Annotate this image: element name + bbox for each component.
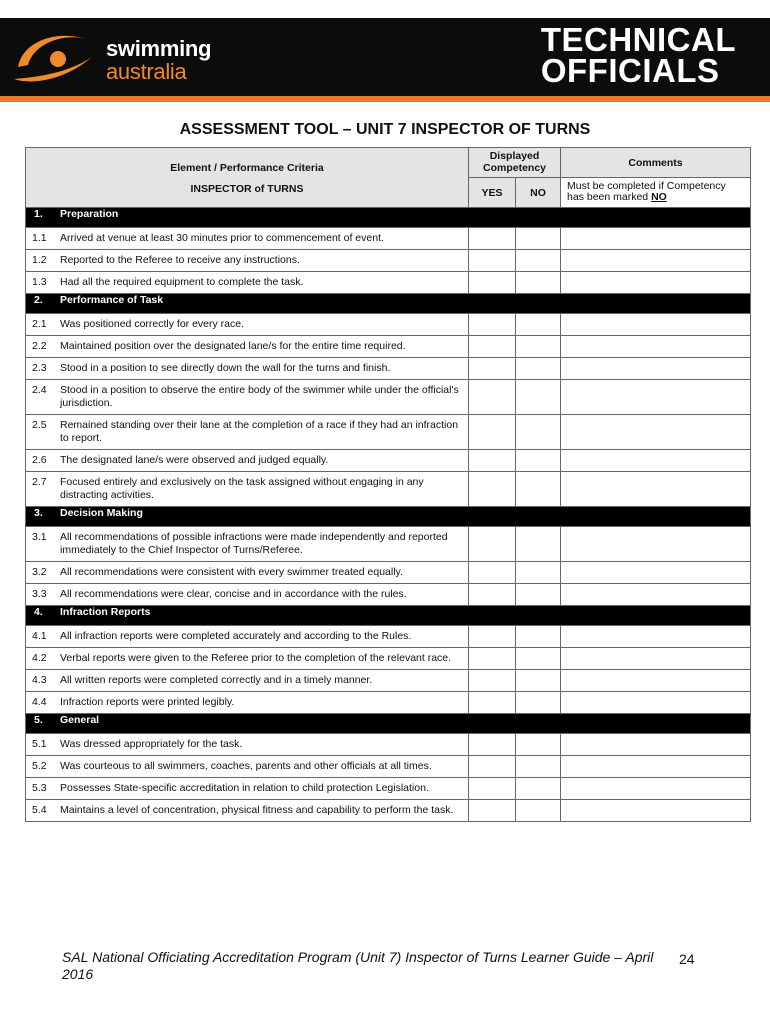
yes-checkbox-cell[interactable] xyxy=(469,415,516,450)
criteria-number: 3.1 xyxy=(32,531,47,543)
criteria-text: Focused entirely and exclusively on the task assigned without engaging in any distracting activities. xyxy=(60,476,424,501)
criteria-number: 1.3 xyxy=(32,276,47,288)
swimming-australia-logo xyxy=(8,23,248,91)
yes-checkbox-cell[interactable] xyxy=(469,670,516,692)
page-number: 24 xyxy=(679,951,695,967)
comments-note xyxy=(561,178,751,208)
criteria-cell xyxy=(26,670,469,692)
yes-checkbox-cell[interactable] xyxy=(469,756,516,778)
criteria-cell xyxy=(26,472,469,507)
comments-cell[interactable] xyxy=(561,380,751,415)
criteria-cell xyxy=(26,250,469,272)
comments-note-no: NO xyxy=(651,191,667,203)
criteria-number: 4.2 xyxy=(32,652,47,664)
yes-checkbox-cell[interactable] xyxy=(469,778,516,800)
criteria-text: Remained standing over their lane at the completion of a race if they had an infraction to report. xyxy=(60,419,459,444)
comments-cell[interactable] xyxy=(561,527,751,562)
criteria-text: Possesses State-specific accreditation in relation to child protection Legislation. xyxy=(60,782,429,794)
yes-checkbox-cell[interactable] xyxy=(469,734,516,756)
section-header-row xyxy=(26,208,751,228)
criteria-row xyxy=(26,778,751,800)
no-checkbox-cell[interactable] xyxy=(516,380,561,415)
yes-checkbox-cell[interactable] xyxy=(469,562,516,584)
no-checkbox-cell[interactable] xyxy=(516,228,561,250)
comments-cell[interactable] xyxy=(561,336,751,358)
criteria-row xyxy=(26,415,751,450)
section-title: General xyxy=(60,714,100,726)
comments-cell[interactable] xyxy=(561,228,751,250)
no-checkbox-cell[interactable] xyxy=(516,756,561,778)
no-checkbox-cell[interactable] xyxy=(516,527,561,562)
yes-checkbox-cell[interactable] xyxy=(469,648,516,670)
comments-cell[interactable] xyxy=(561,584,751,606)
section-number: 4. xyxy=(34,606,43,618)
section-number: 5. xyxy=(34,714,43,726)
no-checkbox-cell[interactable] xyxy=(516,584,561,606)
criteria-cell xyxy=(26,358,469,380)
no-checkbox-cell[interactable] xyxy=(516,734,561,756)
brand-line-1: TECHNICAL xyxy=(540,21,736,58)
criteria-text: Was dressed appropriately for the task. xyxy=(60,738,243,750)
footer-text: SAL National Officiating Accreditation Program (Unit 7) Inspector of Turns Learner Guide – April 2016 xyxy=(62,949,654,982)
yes-checkbox-cell[interactable] xyxy=(469,472,516,507)
section-title: Performance of Task xyxy=(60,294,164,306)
yes-checkbox-cell[interactable] xyxy=(469,800,516,822)
section-header xyxy=(26,606,751,626)
criteria-text: The designated lane/s were observed and judged equally. xyxy=(60,454,329,466)
no-checkbox-cell[interactable] xyxy=(516,626,561,648)
criteria-text: Infraction reports were printed legibly. xyxy=(60,696,235,708)
criteria-text: Was positioned correctly for every race. xyxy=(60,318,245,330)
criteria-row xyxy=(26,692,751,714)
no-checkbox-cell[interactable] xyxy=(516,314,561,336)
comments-cell[interactable] xyxy=(561,734,751,756)
criteria-cell xyxy=(26,272,469,294)
criteria-cell xyxy=(26,778,469,800)
criteria-row xyxy=(26,800,751,822)
criteria-number: 1.2 xyxy=(32,254,47,266)
criteria-cell xyxy=(26,562,469,584)
no-checkbox-cell[interactable] xyxy=(516,648,561,670)
criteria-cell xyxy=(26,380,469,415)
criteria-row xyxy=(26,450,751,472)
yes-checkbox-cell[interactable] xyxy=(469,626,516,648)
criteria-text: All written reports were completed correctly and in a timely manner. xyxy=(60,674,373,686)
criteria-text: Verbal reports were given to the Referee prior to the completion of the relevant race. xyxy=(60,652,452,664)
criteria-cell xyxy=(26,584,469,606)
comments-cell[interactable] xyxy=(561,692,751,714)
criteria-row xyxy=(26,380,751,415)
criteria-number: 3.3 xyxy=(32,588,47,600)
yes-checkbox-cell[interactable] xyxy=(469,272,516,294)
no-checkbox-cell[interactable] xyxy=(516,692,561,714)
no-checkbox-cell[interactable] xyxy=(516,358,561,380)
criteria-header-line2: INSPECTOR of TURNS xyxy=(190,183,304,195)
criteria-number: 4.4 xyxy=(32,696,47,708)
criteria-row xyxy=(26,272,751,294)
criteria-number: 2.7 xyxy=(32,476,47,488)
criteria-number: 2.6 xyxy=(32,454,47,466)
criteria-number: 2.3 xyxy=(32,362,47,374)
comments-cell[interactable] xyxy=(561,314,751,336)
yes-checkbox-cell[interactable] xyxy=(469,584,516,606)
criteria-cell xyxy=(26,648,469,670)
section-number: 3. xyxy=(34,507,43,519)
section-title: Infraction Reports xyxy=(60,606,151,618)
criteria-cell xyxy=(26,626,469,648)
criteria-number: 5.4 xyxy=(32,804,47,816)
criteria-row xyxy=(26,734,751,756)
logo-word-australia: australia xyxy=(106,59,187,84)
no-checkbox-cell[interactable] xyxy=(516,415,561,450)
comments-cell[interactable] xyxy=(561,472,751,507)
criteria-number: 2.4 xyxy=(32,384,47,396)
yes-checkbox-cell[interactable] xyxy=(469,228,516,250)
no-checkbox-cell[interactable] xyxy=(516,778,561,800)
comments-cell[interactable] xyxy=(561,450,751,472)
section-title: Decision Making xyxy=(60,507,143,519)
comments-cell[interactable] xyxy=(561,670,751,692)
section-header xyxy=(26,507,751,527)
criteria-text: Stood in a position to observe the entire body of the swimmer while under the official's jurisdiction. xyxy=(60,384,459,409)
criteria-header xyxy=(26,148,469,208)
logo-word-swimming: swimming xyxy=(106,36,212,61)
criteria-row xyxy=(26,626,751,648)
criteria-cell xyxy=(26,450,469,472)
criteria-row xyxy=(26,314,751,336)
comments-cell[interactable] xyxy=(561,358,751,380)
no-checkbox-cell[interactable] xyxy=(516,450,561,472)
section-header-row xyxy=(26,294,751,314)
swoosh-logo-icon xyxy=(8,23,104,91)
section-number: 1. xyxy=(34,208,43,220)
yes-checkbox-cell[interactable] xyxy=(469,527,516,562)
comments-note-text: Must be completed if Competency has been marked xyxy=(567,180,726,203)
no-checkbox-cell[interactable] xyxy=(516,472,561,507)
assessment-table xyxy=(25,147,751,822)
criteria-text: All recommendations were clear, concise and in accordance with the rules. xyxy=(60,588,407,600)
criteria-cell xyxy=(26,228,469,250)
no-checkbox-cell[interactable] xyxy=(516,272,561,294)
yes-checkbox-cell[interactable] xyxy=(469,380,516,415)
comments-cell[interactable] xyxy=(561,562,751,584)
criteria-row xyxy=(26,358,751,380)
yes-header: YES xyxy=(469,178,516,208)
criteria-header-line1: Element / Performance Criteria xyxy=(170,162,324,174)
brand-line-2: OFFICIALS xyxy=(540,52,720,89)
criteria-row xyxy=(26,228,751,250)
section-header xyxy=(26,208,751,228)
yes-checkbox-cell[interactable] xyxy=(469,336,516,358)
criteria-cell xyxy=(26,800,469,822)
criteria-row xyxy=(26,250,751,272)
comments-cell[interactable] xyxy=(561,800,751,822)
criteria-cell xyxy=(26,692,469,714)
section-header-row xyxy=(26,507,751,527)
criteria-row xyxy=(26,562,751,584)
yes-checkbox-cell[interactable] xyxy=(469,692,516,714)
criteria-number: 1.1 xyxy=(32,232,47,244)
criteria-cell xyxy=(26,527,469,562)
criteria-text: Had all the required equipment to complete the task. xyxy=(60,276,304,288)
criteria-row xyxy=(26,584,751,606)
yes-checkbox-cell[interactable] xyxy=(469,250,516,272)
criteria-row xyxy=(26,472,751,507)
criteria-row xyxy=(26,336,751,358)
comments-cell[interactable] xyxy=(561,778,751,800)
criteria-cell xyxy=(26,415,469,450)
comments-header: Comments xyxy=(561,148,751,178)
criteria-text: Stood in a position to see directly down the wall for the turns and finish. xyxy=(60,362,391,374)
header-banner xyxy=(0,18,770,96)
criteria-cell xyxy=(26,314,469,336)
criteria-text: All infraction reports were completed accurately and according to the Rules. xyxy=(60,630,412,642)
criteria-text: Maintained position over the designated lane/s for the entire time required. xyxy=(60,340,406,352)
yes-checkbox-cell[interactable] xyxy=(469,358,516,380)
section-header xyxy=(26,714,751,734)
criteria-number: 2.2 xyxy=(32,340,47,352)
section-header-row xyxy=(26,714,751,734)
no-checkbox-cell[interactable] xyxy=(516,562,561,584)
criteria-number: 5.1 xyxy=(32,738,47,750)
comments-cell[interactable] xyxy=(561,756,751,778)
criteria-row xyxy=(26,670,751,692)
criteria-text: Maintains a level of concentration, physical fitness and capability to perform the task. xyxy=(60,804,454,816)
criteria-number: 3.2 xyxy=(32,566,47,578)
criteria-cell xyxy=(26,756,469,778)
criteria-text: Reported to the Referee to receive any instructions. xyxy=(60,254,300,266)
yes-checkbox-cell[interactable] xyxy=(469,450,516,472)
criteria-number: 5.3 xyxy=(32,782,47,794)
criteria-row xyxy=(26,756,751,778)
document-title: ASSESSMENT TOOL – UNIT 7 INSPECTOR OF TURNS xyxy=(179,121,591,138)
criteria-text: All recommendations were consistent with every swimmer treated equally. xyxy=(60,566,403,578)
no-checkbox-cell[interactable] xyxy=(516,250,561,272)
no-checkbox-cell[interactable] xyxy=(516,336,561,358)
criteria-number: 2.1 xyxy=(32,318,47,330)
section-number: 2. xyxy=(34,294,43,306)
criteria-number: 4.1 xyxy=(32,630,47,642)
section-title: Preparation xyxy=(60,208,119,220)
displayed-competency-header: Displayed Competency xyxy=(469,148,561,178)
comments-cell[interactable] xyxy=(561,648,751,670)
criteria-row xyxy=(26,648,751,670)
comments-cell[interactable] xyxy=(561,272,751,294)
criteria-number: 4.3 xyxy=(32,674,47,686)
technical-officials-wordmark xyxy=(540,21,736,89)
criteria-row xyxy=(26,527,751,562)
comments-cell[interactable] xyxy=(561,626,751,648)
criteria-cell xyxy=(26,336,469,358)
criteria-text: Arrived at venue at least 30 minutes prior to commencement of event. xyxy=(60,232,384,244)
section-header xyxy=(26,294,751,314)
criteria-text: All recommendations of possible infractions were made independently and reported immediately to the Chief Inspector of Turns/Referee. xyxy=(60,531,448,556)
criteria-number: 5.2 xyxy=(32,760,47,772)
section-header-row xyxy=(26,606,751,626)
no-checkbox-cell[interactable] xyxy=(516,670,561,692)
no-checkbox-cell[interactable] xyxy=(516,800,561,822)
no-header: NO xyxy=(516,178,561,208)
criteria-number: 2.5 xyxy=(32,419,47,431)
comments-cell[interactable] xyxy=(561,415,751,450)
comments-cell[interactable] xyxy=(561,250,751,272)
criteria-cell xyxy=(26,734,469,756)
yes-checkbox-cell[interactable] xyxy=(469,314,516,336)
criteria-text: Was courteous to all swimmers, coaches, parents and other officials at all times. xyxy=(60,760,432,772)
header-accent-rule xyxy=(0,96,770,102)
